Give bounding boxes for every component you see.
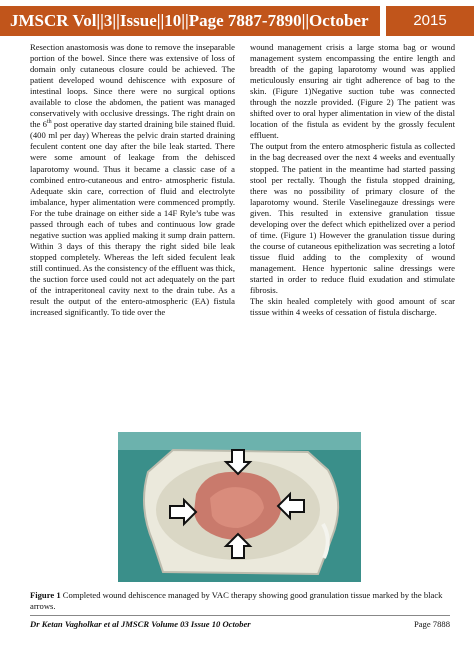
right-paragraph-1: wound management crisis a large stoma bag or wound management system encompassing the entire length and breadth of the gaping laparotomy wound was applied meticulously ensuring air tight adherence of bag to the skin. (Figure 1)Negative suction tube was connected through the nozzle provided. (Figure 2) The patient was shifted over to oral hyper alimentation in view of the distal location of the fistula as evident by the grossly feculent effluent.: [250, 42, 455, 141]
footer-citation: Dr Ketan Vagholkar et al JMSCR Volume 03 Issue 10 October: [30, 619, 251, 629]
left-paragraph: [30, 42, 235, 318]
left-paragraph-start: Resection anastomosis was done to remove the inseparable portion of the bowel. Since there was extensive of loss of domain only cutaneous closure could be achieved. The patient developed wound dehiscence with exposure of intestinal loops. Since there were no surgical options available to close the abdomen, the patient was managed conservatively with occlusive dressings. The right drain on the 6: [30, 42, 235, 130]
journal-title: JMSCR Vol||3||Issue||10||Page 7887-7890||October: [0, 6, 380, 36]
page-number: Page 7888: [413, 619, 450, 629]
right-paragraph-3: The skin healed completely with good amount of scar tissue within 4 weeks of cessation of fistula discharge.: [250, 296, 455, 318]
superscript-th: th: [46, 119, 52, 126]
figure-caption-label: Figure 1: [30, 590, 61, 600]
footer-divider: [30, 615, 450, 616]
left-column: [30, 42, 235, 318]
figure-1-wound-photo: [118, 432, 361, 582]
journal-year: 2015: [386, 6, 474, 36]
page-header: [0, 0, 474, 40]
left-paragraph-rest: post operative day started draining bile stained fluid. (400 ml per day) Whereas the pelvic drain started draining feculent content one day after the bile leak started. There were some amount of leakage from the dehisced laparotomy wound. Thus it became a classic case of a combined entro-cutaneous and entro- atmospheric fistula. Adequate skin care, correction of fluid and electrolyte imbalance, hyper alimentation were commenced promptly. For the tube drainage on either side a 14F Ryle’s tube was passed through each of tubes and continuous low grade negative suction was applied making it sump drain pattern. Within 3 days of this therapy the right sided bile leak stopped completely. Whereas the left sided feculent leak still continued. As the consistency of the effluent was thick, the suction force used could not act adequately on the part of the intraperitoneal cavity next to the drain tube. As a result the output of the entero-atmospheric (EA) fistula increased significantly. To tide over the: [30, 119, 235, 318]
figure-caption-text: Completed wound dehiscence managed by VAC therapy showing good granulation tissue marked by the black arrows.: [30, 590, 443, 611]
right-paragraph-2: The output from the entero atmospheric fistula as collected in the bag decreased over the next 4 weeks and eventually stopped. The patient in the meantime had started passing stool per rectally. Though the fistula stopped draining, there was no possibility of primary closure of the laparotomy wound. Sterile Vaselinegauze dressings were given. This resulted in extensive granulation tissue developing over the defect which epithelized over a period of time. (Figure 1) However the granulation tissue during the course of cutaneous epithelization was secreting a lotof tissue fluid adding to the complexity of wound management. Hence hypertonic saline dressings were started in order to reduce fluid exudation and stimulate fibrosis.: [250, 141, 455, 296]
right-column: [250, 42, 455, 318]
wound-photo-illustration: [118, 432, 361, 582]
figure-caption: [30, 590, 450, 612]
